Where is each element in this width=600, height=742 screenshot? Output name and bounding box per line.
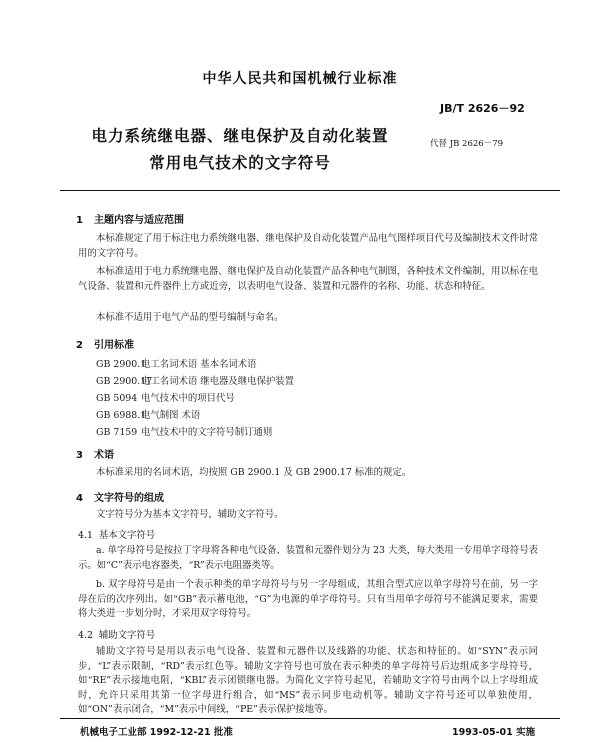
reference-item — [96, 409, 200, 424]
section-number: 3 — [76, 450, 83, 461]
section-1-paragraph-1: 本标准规定了用于标注电力系统继电器、继电保护及自动化装置产品电气图样项目代号及编制技术文件时常用的文字符号。 — [78, 233, 538, 259]
section-title: 术语 — [94, 450, 114, 461]
reference-title: 电气技术中的文字符号制订通则 — [140, 427, 273, 438]
subsection-title: 基本文字符号 — [98, 530, 156, 541]
replaces-note: 代替 JB 2626－79 — [430, 139, 504, 149]
item-a-paragraph: a. 单字母符号是按拉丁字母将各种电气设备、装置和元器件划分为 23 大类，每大类用一专用单字母符号表示。如“C”表示电容器类，“R”表示电阻器类等。 — [78, 545, 538, 571]
section-title: 文字符号的组成 — [94, 493, 164, 504]
section-number: 4 — [76, 493, 83, 504]
reference-title: 电工名词术语 继电器及继电保护装置 — [140, 376, 294, 387]
subsection-title: 辅助文字符号 — [98, 630, 156, 641]
document-title-line2: 常用电气技术的文字符号 — [149, 154, 331, 172]
reference-item — [96, 392, 235, 407]
standard-number: JB/T 2626－92 — [440, 102, 525, 115]
footer-divider — [60, 718, 560, 719]
subsection-number: 4.2 — [78, 630, 93, 641]
reference-code: GB 2900.1 — [96, 359, 147, 370]
section-number: 1 — [76, 215, 83, 226]
section-1-paragraph-3: 本标准不适用于电气产品的型号编制与命名。 — [96, 312, 284, 323]
reference-code: GB 6988.1 — [96, 410, 147, 421]
reference-item — [96, 375, 294, 390]
section-4-2-paragraph: 辅助文字符号是用以表示电气设备、装置和元器件以及线路的功能、状态和特征的。如“SYN”表示同步，“L”表示限制，“RD”表示红色等。辅助文字符号也可放在表示种类的单字母符号后边组成多字母符号，如“RE”表示接地电阻，“KBL”表示闭锁继电器。为简化文字符号起见，若辅助文字符号由两个以上字母组成时，允许只采用其第一位字母进行组合，如“MS”表示同步电动机等。辅助文字符号还可以单独使用，如“ON”表示闭合，“M”表示中间线，“PE”表示保护接地等。 — [78, 646, 538, 715]
reference-title: 电工名词术语 基本名词术语 — [140, 359, 257, 370]
section-3-heading — [76, 446, 114, 461]
reference-code: GB 5094 — [96, 393, 138, 404]
section-1-paragraph-2: 本标准适用于电力系统继电器、继电保护及自动化装置产品各种电气制图，各种技术文件编制，用以标在电气设备、装置和元件器件上方或近旁，以表明电气设备、装置和元器件的名称、功能、状态和特征。 — [78, 266, 538, 292]
standard-category: 中华人民共和国机械行业标准 — [202, 71, 398, 87]
section-3-paragraph: 本标准采用的名词术语，均按照 GB 2900.1 及 GB 2900.17 标准的规定。 — [96, 467, 412, 478]
section-title: 引用标准 — [94, 340, 134, 351]
approval-date: 机械电子工业部 1992-12-21 批准 — [80, 727, 233, 738]
reference-item — [96, 358, 256, 373]
implementation-date: 1993-05-01 实施 — [452, 727, 536, 738]
reference-code: GB 7159 — [96, 427, 138, 438]
reference-title: 电气技术中的项目代号 — [140, 393, 235, 404]
reference-item — [96, 426, 272, 441]
subsection-4-1-heading — [78, 527, 155, 541]
subsection-4-2-heading — [78, 627, 155, 641]
subsection-number: 4.1 — [78, 530, 93, 541]
section-2-heading — [76, 336, 134, 351]
reference-code: GB 2900.17 — [96, 376, 153, 387]
item-b-paragraph: b. 双字母符号是由一个表示种类的单字母符号与另一字母组成，其组合型式应以单字母符号在前，另一字母在后的次序列出。如“GB”表示蓄电池，“G”为电源的单字母符号。只有当用单字母符号不能满足要求，需要将大类进一步划分时，才采用双字母符号。 — [78, 579, 538, 619]
header-divider — [60, 190, 560, 191]
section-title: 主题内容与适应范围 — [94, 215, 184, 226]
reference-title: 电气制图 术语 — [140, 410, 201, 421]
section-1-heading — [76, 211, 184, 226]
document-title-line1: 电力系统继电器、继电保护及自动化装置 — [91, 127, 389, 145]
section-4-paragraph-1: 文字符号分为基本文字符号，辅助文字符号。 — [96, 509, 284, 520]
section-number: 2 — [76, 340, 83, 351]
section-4-heading — [76, 489, 164, 504]
